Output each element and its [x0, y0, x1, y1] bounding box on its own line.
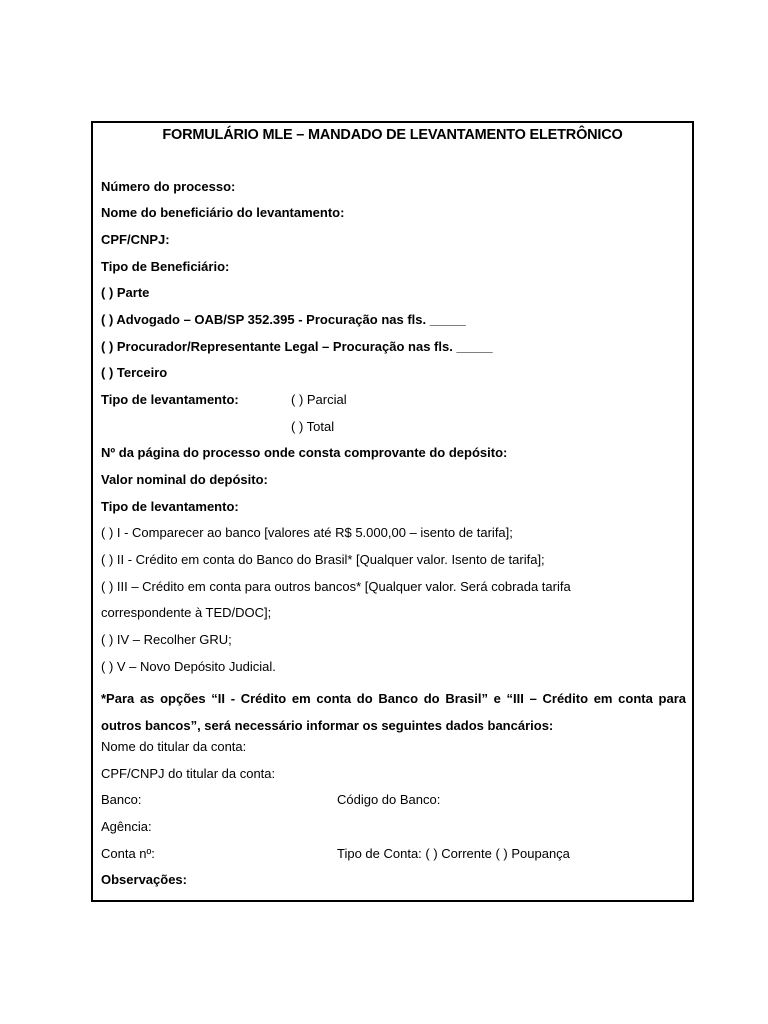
option-credito-bb[interactable]: ( ) II - Crédito em conta do Banco do Brasil* [Qualquer valor. Isento de tarifa]; [101, 552, 545, 567]
nota-dados-bancarios: *Para as opções “II - Crédito em conta do Banco do Brasil” e “III – Crédito em conta para outros bancos”, será necessário informar os seguintes dados bancários: [101, 691, 686, 733]
option-procurador[interactable]: ( ) Procurador/Representante Legal – Procuração nas fls. _____ [101, 339, 493, 354]
option-credito-outros-cont: correspondente à TED/DOC]; [101, 605, 272, 620]
pagina-processo-label: Nº da página do processo onde consta comprovante do depósito: [101, 445, 508, 460]
agencia-label: Agência: [101, 819, 152, 834]
conta-row [101, 846, 686, 862]
nome-titular-label: Nome do titular da conta: [101, 739, 247, 754]
form-title: FORMULÁRIO MLE – MANDADO DE LEVANTAMENTO ELETRÔNICO [162, 127, 623, 143]
option-total[interactable]: ( ) Total [291, 419, 335, 434]
tipo-levantamento-label: Tipo de levantamento: [101, 392, 239, 407]
option-advogado[interactable]: ( ) Advogado – OAB/SP 352.395 - Procuração nas fls. _____ [101, 312, 466, 327]
tipo-beneficiario-label: Tipo de Beneficiário: [101, 259, 230, 274]
option-credito-outros[interactable]: ( ) III – Crédito em conta para outros bancos* [Qualquer valor. Será cobrada tarifa [101, 579, 571, 594]
observacoes-label: Observações: [101, 872, 187, 887]
cpf-titular-label: CPF/CNPJ do titular da conta: [101, 766, 276, 781]
banco-row [101, 792, 686, 808]
codigo-banco-label: Código do Banco: [337, 792, 441, 807]
option-gru[interactable]: ( ) IV – Recolher GRU; [101, 632, 232, 647]
tipo-conta-options[interactable]: Tipo de Conta: ( ) Corrente ( ) Poupança [337, 846, 570, 861]
option-parcial[interactable]: ( ) Parcial [291, 392, 347, 407]
numero-processo-label: Número do processo: [101, 179, 236, 194]
cpf-cnpj-label: CPF/CNPJ: [101, 232, 170, 247]
conta-label: Conta nº: [101, 846, 155, 861]
option-deposito-judicial[interactable]: ( ) V – Novo Depósito Judicial. [101, 659, 276, 674]
option-terceiro[interactable]: ( ) Terceiro [101, 365, 168, 380]
valor-nominal-label: Valor nominal do depósito: [101, 472, 268, 487]
banco-label: Banco: [101, 792, 142, 807]
nome-beneficiario-label: Nome do beneficiário do levantamento: [101, 205, 345, 220]
tipo-levantamento-2-label: Tipo de levantamento: [101, 499, 239, 514]
option-comparecer-banco[interactable]: ( ) I - Comparecer ao banco [valores até R$ 5.000,00 – isento de tarifa]; [101, 525, 513, 540]
option-parte[interactable]: ( ) Parte [101, 285, 150, 300]
form-box [91, 121, 694, 902]
tipo-levantamento-row [101, 392, 686, 408]
